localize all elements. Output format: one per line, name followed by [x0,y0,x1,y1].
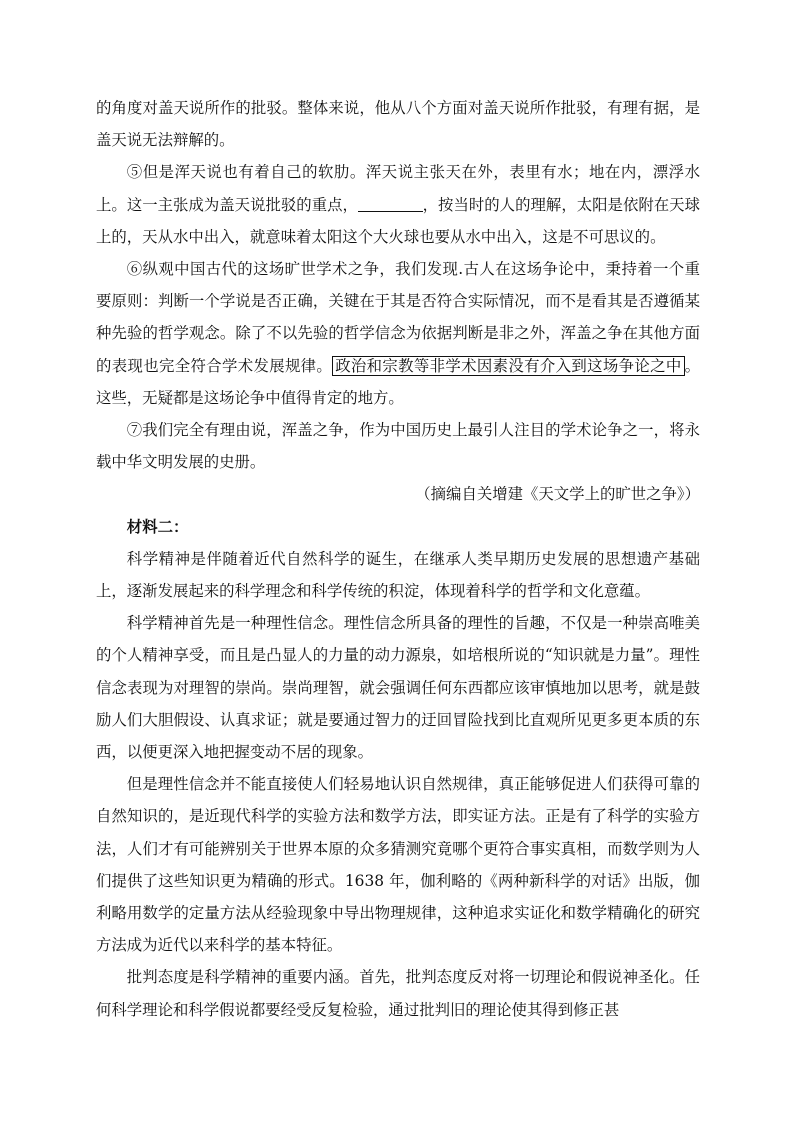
material-2-paragraph-1: 科学精神是伴随着近代自然科学的诞生，在继承人类早期历史发展的思想遗产基础上，逐渐发展起来的科学理念和科学传统的积淀，体现着科学的哲学和文化意蕴。 [96,549,700,601]
paragraph-5-text-a: ⑤但是浑天说也有着自己的软肋。浑天说主张天在外，表里有水；地在内，漂浮水上。这一主张成为盖天说批驳的重点， [96,163,700,214]
paragraph-continuation: 的角度对盖天说所作的批驳。整体来说，他从八个方面对盖天说所作批驳，有理有据，是盖天说无法辩解的。 [96,99,700,150]
paragraph-6-text-b: 。这些，无疑都是这场论争中值得肯定的地方。 [96,356,700,407]
material-2-heading: 材料二： [126,517,189,536]
material-2-paragraph-2: 科学精神首先是一种理性信念。理性信念所具备的理性的旨趣，不仅是一种崇高唯美的个人精神享受，而且是凸显人的力量的动力源泉，如培根所说的“知识就是力量”。理性信念表现为对理智的崇尚。崇尚理智，就会强调任何东西都应该审慎地加以思考，就是鼓励人们大胆假设、认真求证；就是要通过智力的迂回冒险找到比直观所见更多更本质的东西，以便更深入地把握变动不居的现象。 [96,614,700,762]
document-page [96,92,700,1026]
paragraph-5 [96,156,700,253]
paragraph-5-text-b: ，按当时的人的理解，太阳是依附在天球上的，天从水中出入，就意味着太阳这个大火球也要从水中出入，这是不可思议的。 [96,195,700,246]
fill-in-blank[interactable] [358,195,423,211]
boxed-sentence: 政治和宗教等非学术因素没有介入到这场争论之中 [332,356,684,376]
source-citation: （摘编自关增建《天文学上的旷世之争》） [415,485,700,504]
paragraph-6 [96,253,700,414]
paragraph-7: ⑦我们完全有理由说，浑盖之争，作为中国历史上最引人注目的学术论争之一，将永载中华文明发展的史册。 [96,421,700,472]
material-2-paragraph-3: 但是理性信念并不能直接使人们轻易地认识自然规律，真正能够促进人们获得可靠的自然知识的，是近现代科学的实验方法和数学方法，即实证方法。正是有了科学的实验方法，人们才有可能辨别关于世界本原的众多猜测究竟哪个更符合事实真相，而数学则为人们提供了这些知识更为精确的形式。1638 年，伽利略的《两种新科学的对话》出版，伽利略用数学的定量方法从经验现象中导出物理规律，这种追求实证化和数学精确化的研究方法成为近代以来科学的基本特征。 [96,775,700,955]
paragraph-6-text-a: ⑥纵观中国古代的这场旷世学术之争，我们发现.古人在这场争论中，秉持着一个重要原则：判断一个学说是否正确，关键在于其是否符合实际情况，而不是看其是否遵循某种先验的哲学观念。除了不以先验的哲学信念为依据判断是非之外，浑盖之争在其他方面的表现也完全符合学术发展规律。 [96,260,700,375]
material-2-paragraph-4: 批判态度是科学精神的重要内涵。首先，批判态度反对将一切理论和假说神圣化。任何科学理论和科学假说都要经受反复检验，通过批判旧的理论使其得到修正甚 [96,968,700,1019]
